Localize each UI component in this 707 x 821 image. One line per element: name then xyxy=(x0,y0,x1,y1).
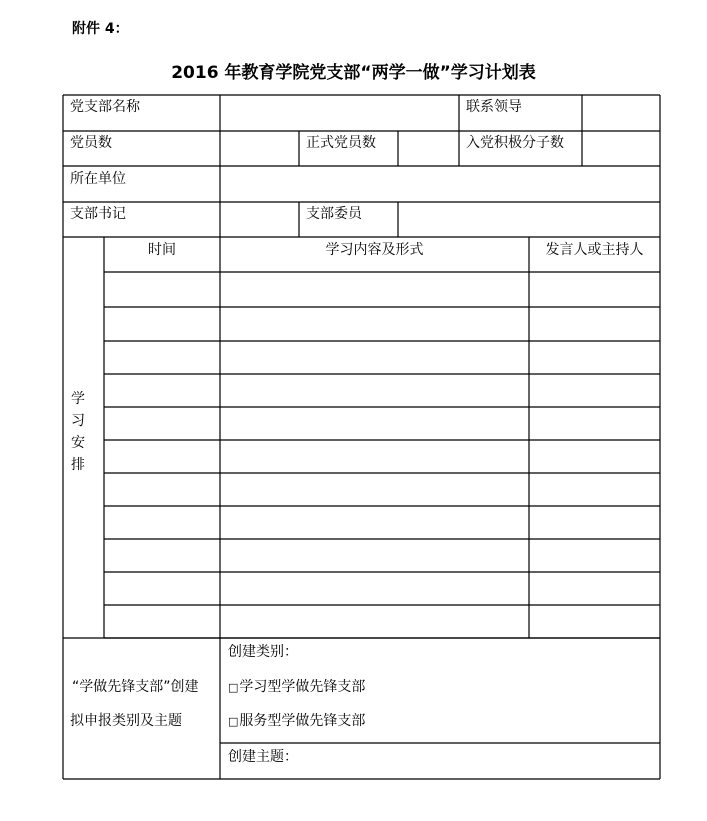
col-time-header: 时间 xyxy=(148,242,176,258)
schedule-label-char: 安 xyxy=(71,435,85,451)
col-speaker-header: 发言人或主持人 xyxy=(545,242,644,258)
schedule-label-char: 习 xyxy=(71,413,85,429)
create-theme-label: 创建主题： xyxy=(228,749,298,765)
schedule-section-label xyxy=(68,388,88,476)
schedule-label-char: 排 xyxy=(71,457,85,473)
branch-name-label: 党支部名称 xyxy=(70,99,140,115)
member-count-label: 党员数 xyxy=(70,135,112,151)
pioneer-label-line1: “学做先锋支部”创建 xyxy=(72,679,199,695)
secretary-label: 支部书记 xyxy=(70,206,126,222)
option-learning-label: 学习型学做先锋支部 xyxy=(239,679,366,695)
contact-leader-label: 联系领导 xyxy=(466,99,522,115)
document-title: 2016 年教育学院党支部“两学一做”学习计划表 xyxy=(171,63,536,83)
committee-label: 支部委员 xyxy=(306,206,362,222)
option-learning[interactable] xyxy=(228,679,365,696)
option-service[interactable] xyxy=(228,713,365,730)
col-content-header: 学习内容及形式 xyxy=(325,242,424,258)
attachment-label: 附件 4： xyxy=(72,21,129,37)
pioneer-label-line2: 拟申报类别及主题 xyxy=(70,713,182,729)
unit-label: 所在单位 xyxy=(70,171,126,187)
formal-member-label: 正式党员数 xyxy=(306,135,376,151)
checkbox-icon[interactable]: □ xyxy=(228,715,239,728)
create-type-label: 创建类别： xyxy=(228,644,298,660)
schedule-label-char: 学 xyxy=(71,391,85,407)
option-service-label: 服务型学做先锋支部 xyxy=(239,713,366,729)
checkbox-icon[interactable]: □ xyxy=(228,681,239,694)
activist-label: 入党积极分子数 xyxy=(466,135,564,151)
